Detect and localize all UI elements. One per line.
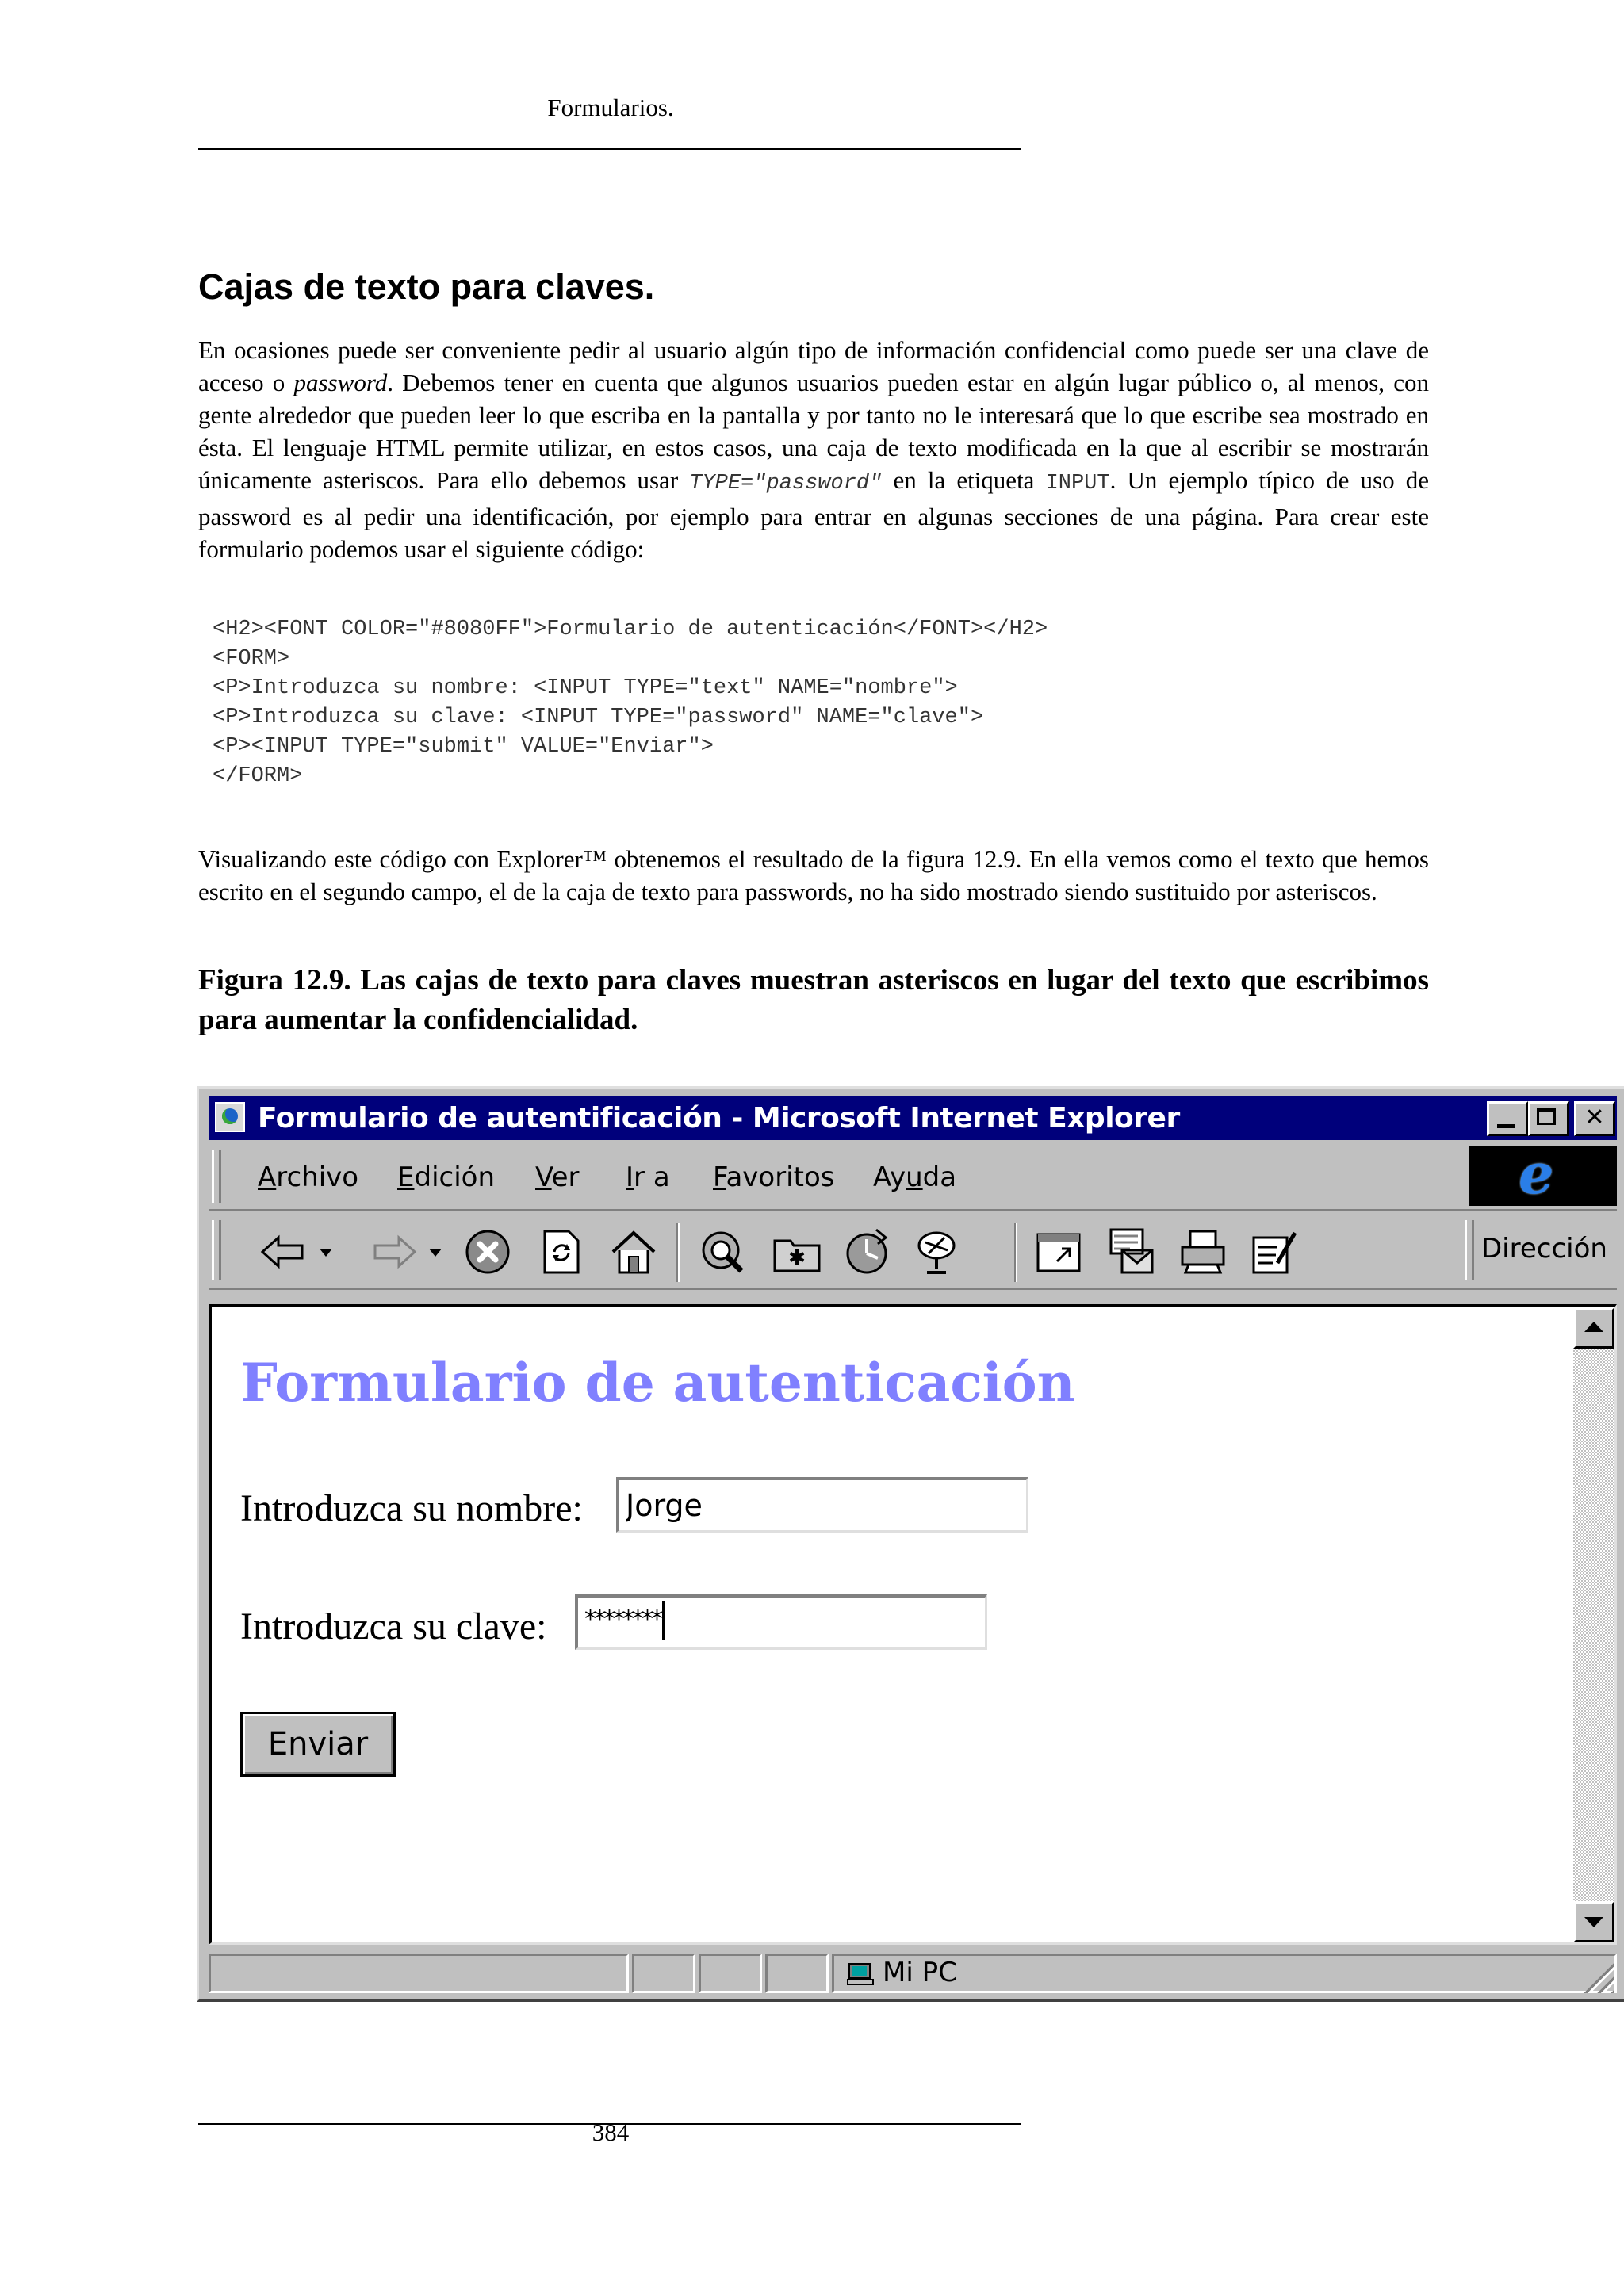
figure-caption: Figura 12.9. Las cajas de texto para claves muestran asteriscos en lugar del texto que escribimos para aumentar la confidencialidad.: [198, 964, 1429, 1036]
stop-icon[interactable]: [462, 1226, 513, 1277]
svg-text:✱: ✱: [788, 1246, 806, 1270]
browser-window: [197, 1086, 1624, 2002]
submit-button[interactable]: Enviar: [240, 1712, 396, 1777]
back-icon[interactable]: [256, 1226, 339, 1277]
fullscreen-icon[interactable]: [1033, 1226, 1084, 1277]
minimize-button[interactable]: [1487, 1101, 1528, 1136]
menu-edicion[interactable]: Edición: [397, 1161, 496, 1193]
maximize-button[interactable]: [1528, 1101, 1569, 1136]
security-zone: [846, 1957, 957, 1988]
scroll-down-icon[interactable]: [1573, 1901, 1614, 1942]
search-icon[interactable]: [697, 1226, 748, 1277]
standard-toolbar: [209, 1214, 1617, 1290]
header-rule: [198, 148, 1021, 150]
menu-ayuda[interactable]: Ayuda: [873, 1161, 957, 1193]
status-panel-main: [209, 1954, 629, 1993]
intro-text-4: . Un ejemplo típico de uso de password es al pedir una identificación, por ejemplo para entrar en algunas secciones de una página. Para crear este formulario podemos usar el siguiente código:: [198, 466, 1429, 563]
ie-document-icon[interactable]: [215, 1102, 245, 1132]
toolbar-separator: [676, 1223, 680, 1282]
ie-logo-icon: e: [1469, 1146, 1617, 1206]
scroll-up-icon[interactable]: [1573, 1307, 1614, 1349]
address-label: Dirección: [1481, 1233, 1607, 1265]
section-title: Cajas de texto para claves.: [198, 266, 655, 307]
computer-icon: [846, 1962, 875, 1986]
name-input[interactable]: [616, 1477, 1028, 1533]
status-bar: [209, 1950, 1617, 1996]
home-icon[interactable]: [608, 1226, 659, 1277]
page-heading: Formulario de autenticación: [240, 1352, 1075, 1414]
status-panel: [765, 1954, 829, 1993]
vertical-scrollbar[interactable]: [1573, 1307, 1614, 1942]
menu-ver[interactable]: Ver: [535, 1161, 580, 1193]
intro-text-1: En ocasiones puede ser conveniente pedir al usuario algún tipo de información confidencial como puede ser una clave de acceso o: [198, 336, 1429, 396]
print-icon[interactable]: [1178, 1226, 1228, 1277]
menu-ir-a[interactable]: Ir a: [626, 1161, 670, 1193]
code-listing: <H2><FONT COLOR="#8080FF">Formulario de autenticación</FONT></H2> <FORM> <P>Introduzca su nombre: <INPUT TYPE="text" NAME="nombre"> <P>Introduzca su clave: <INPUT TYPE="password" NAME="clave"> <P><INPUT TYPE="submit" VALUE="Enviar"> </FORM>: [213, 618, 1048, 788]
intro-text-2: . Debemos tener en cuenta que algunos usuarios pueden estar en algún lugar público o, al menos, con gente alrededor que pueden leer lo que escriba en la pantalla y por tanto no le interesará que lo que escribe sea mostrado en ésta. El lenguaje HTML permite utilizar, en estos casos, una caja de texto modificada en la que al escribir se mostrarán únicamente asteriscos. Para ello debemos usar: [198, 369, 1430, 494]
intro-paragraph: [198, 334, 1429, 565]
page-viewport: [209, 1304, 1617, 1945]
password-input[interactable]: ********: [575, 1594, 987, 1650]
intro-text-3: en la etiqueta: [882, 466, 1046, 494]
channels-icon[interactable]: [913, 1226, 963, 1277]
inline-code-input: INPUT: [1045, 472, 1110, 496]
menubar-grip[interactable]: [212, 1150, 221, 1203]
edit-icon[interactable]: [1249, 1226, 1300, 1277]
forward-icon[interactable]: [366, 1226, 448, 1277]
toolbar-separator: [1014, 1223, 1017, 1282]
running-head: Formularios.: [547, 94, 674, 121]
address-grip[interactable]: [1465, 1220, 1474, 1280]
status-panel: [699, 1954, 762, 1993]
favorites-icon[interactable]: [772, 1226, 822, 1277]
toolbar-grip[interactable]: [212, 1220, 221, 1280]
page-number: 384: [592, 2118, 630, 2146]
intro-emphasis: password: [293, 369, 388, 396]
title-bar[interactable]: [209, 1096, 1617, 1140]
refresh-icon[interactable]: [535, 1226, 586, 1277]
close-button[interactable]: ✕: [1574, 1101, 1615, 1136]
menu-archivo[interactable]: Archivo: [258, 1161, 359, 1193]
name-label: Introduzca su nombre:: [240, 1487, 583, 1529]
menu-favoritos[interactable]: Favoritos: [713, 1161, 835, 1193]
window-title: Formulario de autentificación - Microsoft Internet Explorer: [258, 1102, 1180, 1135]
password-label: Introduzca su clave:: [240, 1605, 547, 1647]
inline-code-type: TYPE="password": [689, 472, 883, 496]
status-panel: [632, 1954, 695, 1993]
result-paragraph: Visualizando este código con Explorer™ obtenemos el resultado de la figura 12.9. En ella vemos como el texto que hemos escrito en el segundo campo, el de la caja de texto para passwords, no ha sido mostrado siendo sustituido por asteriscos.: [198, 845, 1429, 905]
history-icon[interactable]: [841, 1226, 892, 1277]
menu-bar: [209, 1141, 1617, 1211]
zone-label: Mi PC: [883, 1957, 957, 1988]
mail-icon[interactable]: [1106, 1226, 1157, 1277]
